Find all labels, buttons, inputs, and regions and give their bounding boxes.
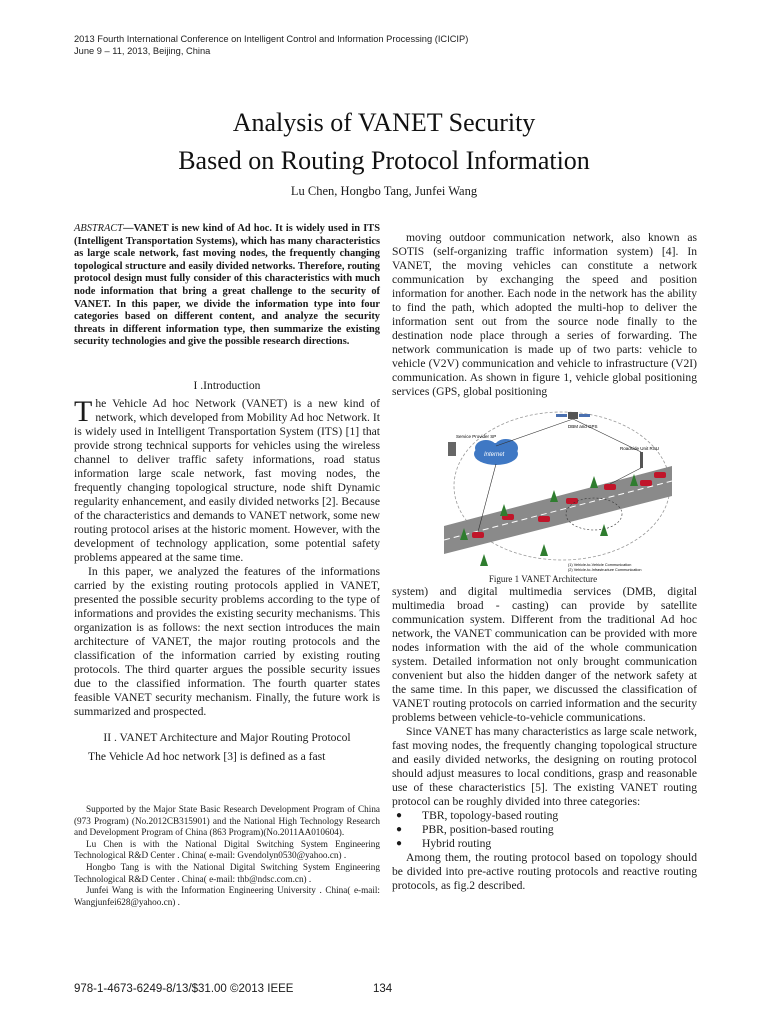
tree bbox=[600, 524, 608, 536]
conference-header bbox=[74, 34, 468, 57]
abstract bbox=[74, 223, 380, 349]
vehicle bbox=[654, 472, 666, 478]
abstract-dash: — bbox=[123, 223, 134, 234]
vehicle bbox=[640, 480, 652, 486]
vehicle bbox=[604, 484, 616, 490]
vehicle bbox=[566, 498, 578, 504]
footnotes bbox=[74, 804, 380, 908]
footnote-author-3: Junfei Wang is with the Information Engineering University . China( e-mail: Wangjunfei628@yahoo.cn) . bbox=[74, 885, 380, 907]
service-provider-label: Service Provider SP bbox=[456, 434, 497, 439]
page-number: 134 bbox=[373, 983, 393, 995]
left-column-body bbox=[74, 379, 380, 764]
abstract-lead: ABSTRACT bbox=[74, 223, 124, 234]
authors: Lu Chen, Hongbo Tang, Junfei Wang bbox=[290, 184, 478, 198]
right-paragraph-4: Among them, the routing protocol based on topology should be divided into pre-active routing protocols and reactive routing protocols, as fig.2 described. bbox=[392, 851, 697, 892]
legend-v2v: (1) Vehicle-to-Vehicle Communication bbox=[568, 563, 632, 567]
internet-label: Internet bbox=[484, 452, 505, 458]
list-item: ● TBR, topology-based routing bbox=[392, 809, 697, 823]
tree bbox=[550, 490, 558, 502]
right-column-top bbox=[392, 231, 697, 399]
intro-paragraph-1-text: he Vehicle Ad hoc Network (VANET) is a new kind of network, which developed from Mobility Ad hoc Network. It is widely used in Intelligent Transportation System (ITS) [1] that provide strong technical supports for vehicles using the wireless channel to deliver traffic safety informations, road status information large scale network, fast moving nodes, the frequently changing topological structure, node shift Dynamic regularity enhancement, and easily divided networks [2]. Because of the characteristics and demands to VANET network, some new routing protocol arises at the historic moment. However, with the development of technology application, some potential safety problems appeared at the same time. bbox=[74, 397, 380, 564]
section-heading-introduction: I .Introduction bbox=[193, 379, 261, 392]
vehicle bbox=[538, 516, 550, 522]
tree bbox=[540, 544, 548, 556]
vehicle bbox=[472, 532, 484, 538]
road bbox=[444, 466, 672, 554]
list-item: ● Hybrid routing bbox=[392, 837, 697, 851]
tree bbox=[590, 476, 598, 488]
isbn-copyright: 978-1-4673-6249-8/13/$31.00 ©2013 IEEE bbox=[74, 983, 294, 995]
server-icon bbox=[448, 442, 456, 456]
footnote-funding: Supported by the Major State Basic Research Development Program of China (973 Program) (No.2012CB315901) and the National High Technology Research and Development Program of China (863 Program)(No.2011AA010604). bbox=[74, 804, 380, 838]
legend-v2i: (2) Vehicle-to-Infrastructure Communication bbox=[568, 568, 642, 572]
architecture-paragraph-1: The Vehicle Ad hoc network [3] is defined as a fast bbox=[88, 750, 326, 763]
paper-title-line2: Based on Routing Protocol Information bbox=[178, 146, 590, 175]
roadside-unit-label: Roadside Unit RSU bbox=[620, 446, 660, 451]
footnote-author-1: Lu Chen is with the National Digital Switching System Engineering Technological R&D Center . China( e-mail: Gvendolyn0530@yahoo.cn) . bbox=[74, 838, 380, 861]
satellite-label: DBM and GPS bbox=[568, 424, 598, 429]
footnote-author-2: Hongbo Tang is with the National Digital Switching System Engineering Technological R&D Center . China( e-mail: thb@ndsc.com.cn) . bbox=[74, 861, 380, 884]
conference-name: 2013 Fourth International Conference on Intelligent Control and Information Processing (ICICIP) bbox=[74, 34, 469, 44]
intro-paragraph-1 bbox=[74, 397, 380, 565]
vanet-architecture-figure bbox=[444, 404, 672, 572]
right-paragraph-1: moving outdoor communication network, also known as SOTIS (self-organizing traffic information system) [4]. In VANET, the moving vehicles can constitute a network communication by exchanging the speed and position information for another. Each node in the network has the ability to find the path, which adopted the multi-hop to deliver the information sent out from the source node finally to the destination node place through a series of forwarding. The network communication is made up of two parts: vehicle to vehicle (V2V) communication and vehicle to infrastructure (V2I) communication. As shown in figure 1, vehicle global positioning services (GPS, global positioning bbox=[392, 231, 697, 398]
right-paragraph-2: system) and digital multimedia services (DMB, digital multimedia broad - casting) can provide by satellite communication system. Different from the traditional Ad hoc network, the VANET communication can be provided with more nodes information with the aid of the whole communication system. Detailed information not only brought communication convenient but also the hidden danger of the network safety at the same time. In this paper, we discussed the classification of VANET routing protocols on carried information and the security problems between vehicle-to-vehicle communications. bbox=[392, 585, 697, 724]
intro-paragraph-2: In this paper, we analyzed the features of the informations carried by the existing routing protocols applied in VANET, presented the possible security problems according to the type of informations and provides the existing security mechanisms. This organization is as follows: the next section introduces the main architecture of VANET, the major routing protocols and the classification of the information carried by existing routing protocols. The third quarter argues the possible security issues due to the classified information. The fourth quarter states feasible VANET security mechanism. Finally, the future work is summarized and prospected. bbox=[74, 565, 380, 718]
paper-title-line1: Analysis of VANET Security bbox=[232, 108, 536, 137]
right-column-bottom bbox=[392, 585, 697, 893]
figure-caption: Figure 1 VANET Architecture bbox=[488, 574, 598, 584]
conference-date: June 9 – 11, 2013, Beijing, China bbox=[74, 45, 211, 56]
tree bbox=[480, 554, 488, 566]
roadside-unit-icon bbox=[640, 452, 643, 468]
satellite-icon bbox=[556, 412, 590, 419]
routing-categories-list bbox=[392, 809, 697, 851]
drop-cap: T bbox=[74, 395, 93, 428]
list-item: ● PBR, position-based routing bbox=[392, 823, 697, 837]
abstract-body: VANET is new kind of Ad hoc. It is widely used in ITS (Intelligent Transportation Systems), which has many characteristics as large scale network, fast moving nodes, the frequently changing topological structure and easily divided networks. Therefore, routing protocol design must fully consider of this characteristics with much node information that bring a great challenge to the security of VANET. In this paper, we divide the information type into four categories based on different content, and analyze the security threats in different information type, then summarize the existing security technologies and give the possible research directions. bbox=[74, 223, 380, 348]
section-heading-architecture: II . VANET Architecture and Major Routing Protocol bbox=[103, 731, 351, 744]
right-paragraph-3: Since VANET has many characteristics as large scale network, fast moving nodes, the frequently changing topological structure and easily divided networks, the designing on routing protocol should adjust measures to local conditions, grasp and reasonable use of these characteristics [5]. The existing VANET routing protocol can be roughly divided into three categories: bbox=[392, 725, 697, 808]
